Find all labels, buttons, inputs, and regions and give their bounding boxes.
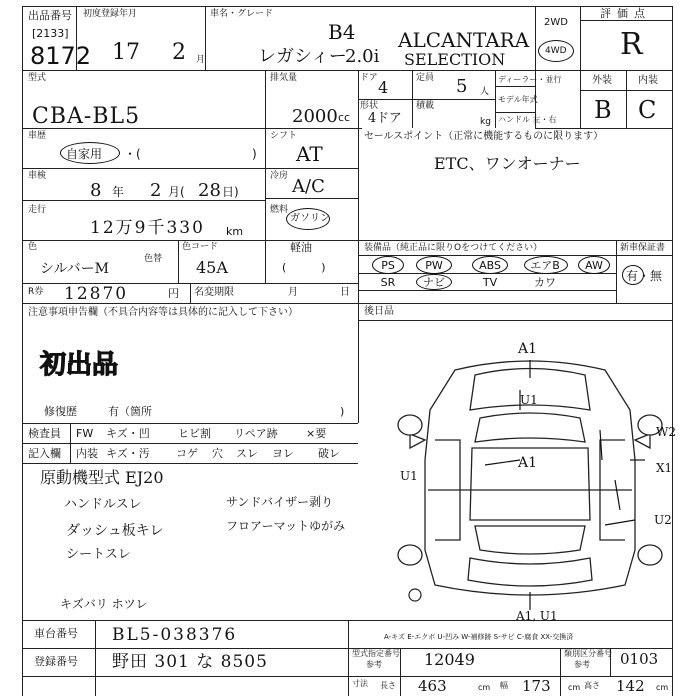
chassis-label: 車台番号: [34, 627, 78, 640]
recycle-label: R券: [28, 287, 44, 297]
declare-value: 初出品: [40, 350, 119, 380]
height-unit: cm: [656, 683, 669, 692]
score-label: 評価点: [600, 7, 651, 20]
equipment-label: 装備品（純正品に限りOをつけてください）: [364, 243, 543, 253]
inspector-line-mat: フロアーマットゆがみ: [226, 519, 346, 533]
equip-navi: ナビ: [423, 276, 445, 289]
equip-pw-circle: [416, 256, 452, 274]
inspector-line-engine: 原動機型式 EJ20: [40, 468, 164, 487]
equip-ps-circle: [372, 256, 404, 274]
aircon-label: 冷房: [270, 171, 289, 181]
cc-unit: cc: [338, 111, 351, 124]
after-label: 後日品: [364, 306, 394, 317]
width-unit: cm: [568, 683, 581, 692]
inspection-day-unit: 日): [222, 185, 239, 199]
warranty-circle: [622, 265, 644, 285]
equip-aw-circle: [578, 256, 610, 274]
length-label: 長さ: [380, 681, 396, 690]
aircon-value: A/C: [292, 176, 325, 197]
inspector-row1-0: FW: [76, 427, 94, 440]
door-value: 4: [378, 78, 389, 97]
name-limit-label: 名変期限: [194, 287, 234, 298]
shift-label: シフト: [270, 131, 298, 141]
lot-number: 8172: [30, 42, 92, 70]
grade-line1: B4: [328, 20, 356, 44]
equip-tv: TV: [482, 276, 498, 289]
fuel-label: 燃料: [270, 205, 289, 215]
inspector-row1-3: リペア跡: [234, 427, 278, 440]
car-name-label: 車名・グレード: [210, 9, 274, 19]
interior-value: C: [638, 96, 657, 124]
repair-label: 修復歴: [44, 405, 77, 418]
equip-airbag: エアB: [530, 259, 560, 272]
damage-mark-right-front: W2: [656, 425, 676, 439]
capacity-value: 5: [456, 76, 468, 97]
color-code-value: 45A: [196, 258, 228, 277]
inspector-line-seat: シートスレ: [66, 547, 131, 562]
name-limit-month: 月: [288, 287, 298, 298]
inspector-row2-5: ヨレ: [272, 447, 294, 460]
model-value: CBA-BL5: [32, 104, 141, 129]
dealer-label: ディーラー・並行: [498, 75, 562, 84]
inspector-line-visor: サンドバイザー剥り: [226, 495, 334, 509]
category-label: 類別区分番号: [564, 649, 612, 658]
grade-line4: SELECTION: [404, 50, 506, 69]
inspector-line-scratch: キズバリ ホツレ: [60, 597, 148, 611]
sales-points-value: ETC、ワンオーナー: [434, 154, 581, 173]
mileage-label: 走行: [28, 205, 47, 215]
equip-sr: SR: [380, 276, 396, 289]
equip-navi-circle: [416, 274, 452, 290]
car-diagram: [380, 330, 680, 623]
equip-abs-circle: [472, 256, 508, 274]
damage-mark-right-rear: U2: [654, 513, 672, 527]
repair-close: ): [340, 405, 345, 418]
designation-value: 12049: [424, 650, 475, 669]
first-reg-month: 2: [172, 40, 186, 65]
fuel-option: 軽油: [290, 241, 312, 254]
inspector-row2-2: コゲ: [176, 447, 198, 460]
inspector-label: 検査員: [28, 427, 61, 440]
equip-ps: PS: [381, 259, 395, 272]
model-label: 型式: [28, 73, 47, 83]
equip-airbag-circle: [524, 256, 568, 274]
dims-label: 寸法: [352, 679, 368, 688]
inspection-month: 2: [150, 180, 162, 201]
inspection-month-unit: 月(: [168, 185, 185, 199]
height-value: 142: [616, 677, 645, 695]
handle-label: ハンドル 左・右: [498, 115, 557, 124]
first-reg-label: 初度登録年月: [83, 9, 138, 19]
exterior-value: B: [594, 96, 612, 124]
recycle-value: 12870: [64, 284, 129, 304]
inspector-line-dash: ダッシュ板キレ: [66, 523, 164, 539]
damage-mark-left-side: U1: [400, 469, 418, 483]
mileage-unit: km: [226, 225, 244, 238]
history-close: ): [252, 147, 257, 161]
drive-4wd-label: 4WD: [545, 46, 567, 56]
inspector-row2-6: 破レ: [318, 447, 340, 460]
first-reg-year: 17: [112, 40, 140, 65]
capacity-label: 定員: [416, 73, 435, 83]
mileage-value: 12万9千330: [90, 218, 205, 238]
inspection-year: 8: [90, 180, 102, 201]
repair-value: 有（箇所: [108, 405, 152, 418]
color-change-label: 色替: [144, 254, 163, 264]
inspector-entry-label: 記入欄: [28, 447, 61, 460]
width-label: 幅: [500, 681, 508, 690]
exterior-label: 外装: [592, 75, 612, 86]
reg-label: 登録番号: [34, 655, 78, 668]
score-value: R: [620, 27, 643, 62]
recycle-unit: 円: [168, 287, 179, 300]
designation-label: 型式指定番号: [352, 649, 400, 658]
damage-mark-roof: A1: [518, 455, 538, 471]
shape-value: 4ドア: [368, 111, 402, 126]
length-unit: cm: [478, 683, 491, 692]
load-unit: kg: [480, 117, 491, 127]
drive-2wd-label: 2WD: [544, 17, 568, 28]
damage-mark-hood: U1: [520, 393, 538, 407]
shape-label: 形状: [360, 101, 379, 111]
sales-points-label: セールスポイント（正常に機能するものに限ります）: [364, 131, 604, 142]
inspection-label: 車検: [28, 171, 47, 181]
damage-mark-rear: A1, U1: [516, 609, 558, 623]
color-label: 色: [28, 242, 38, 252]
category-sub: 参考: [574, 660, 590, 669]
category-value: 0103: [620, 650, 659, 668]
inspection-year-unit: 年: [112, 185, 125, 199]
inspector-row2-1: キズ・汚: [106, 447, 150, 460]
chassis-value: BL5-038376: [112, 625, 238, 645]
grade-line3: ALCANTARA: [398, 28, 530, 52]
cc-value: 2000: [292, 106, 338, 127]
history-extra: ・(: [124, 147, 141, 161]
model-year-label: モデル年式: [498, 95, 538, 104]
warranty-label: 新車保証書: [620, 243, 666, 253]
door-label: ドア: [360, 73, 378, 83]
load-label: 積載: [416, 101, 435, 111]
damage-legend: A-キズ E-エクボ U-凹み W-補修跡 S-サビ C-腐食 XX-交換済: [384, 633, 574, 641]
grade-line2: 2.0i: [345, 46, 380, 67]
declare-label: 注意事項申告欄（不具合内容等は具体的に記入して下さい）: [28, 307, 298, 318]
inspection-day: 28: [198, 180, 221, 201]
fuel-paren: ( ): [282, 261, 326, 274]
cc-label: 排気量: [270, 73, 298, 83]
inspector-row1-1: キズ・凹: [106, 427, 150, 440]
color-code-label: 色コード: [182, 242, 219, 252]
height-label: 高さ: [584, 681, 600, 690]
inspector-row1-4: ×要: [306, 427, 327, 440]
lot-label: 出品番号: [28, 9, 72, 22]
fuel-value: ガソリン: [290, 213, 330, 224]
inspector-row2-4: スレ: [236, 447, 258, 460]
designation-sub: 参考: [366, 660, 382, 669]
equip-abs: ABS: [479, 259, 501, 272]
interior-label: 内装: [638, 75, 658, 86]
name-limit-day: 日: [340, 287, 350, 298]
first-reg-month-unit: 月: [196, 55, 206, 65]
shift-value: AT: [296, 142, 323, 166]
reg-value: 野田 301 な 8505: [112, 652, 268, 672]
lot-sub: [2133]: [32, 27, 69, 40]
inspector-row1-2: ヒビ割: [178, 427, 211, 440]
equip-pw: PW: [425, 259, 443, 272]
history-label: 車歴: [28, 131, 47, 141]
width-value: 173: [522, 677, 551, 695]
damage-mark-front: A1: [518, 341, 538, 357]
equip-leather: カワ: [534, 276, 556, 289]
equip-aw: AW: [585, 259, 603, 272]
inspector-row2-3: 穴: [212, 447, 223, 460]
damage-mark-right-side: X1: [656, 461, 673, 475]
car-name: レガシィー: [258, 46, 347, 67]
history-value: 自家用: [66, 147, 103, 161]
warranty-value: 有・無: [626, 269, 663, 283]
length-value: 463: [418, 677, 447, 695]
inspector-row2-0: 内装: [76, 447, 98, 460]
capacity-unit: 人: [480, 87, 490, 97]
inspector-line-handle: ハンドルスレ: [64, 497, 142, 512]
color-value: シルバーM: [40, 261, 110, 277]
